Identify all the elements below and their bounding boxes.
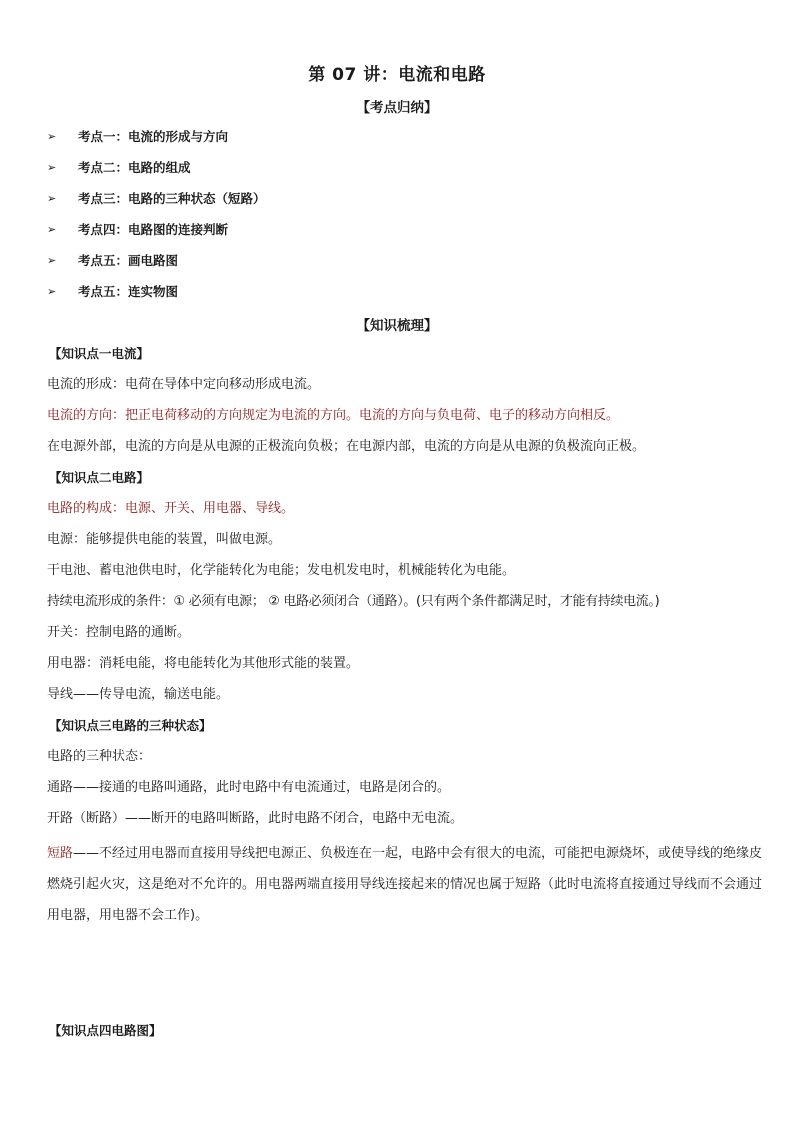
key-point-text: 考点二：电路的组成 bbox=[78, 160, 191, 175]
arrow-bullet-icon: ➢ bbox=[47, 192, 57, 205]
kp1-line-direction: 电流的方向：把正电荷移动的方向规定为电流的方向。电流的方向与负电荷、电子的移动方向相反。 bbox=[47, 408, 620, 423]
kp2-line-switch: 开关：控制电路的通断。 bbox=[47, 625, 191, 640]
list-item bbox=[47, 251, 266, 282]
kp2-line-appliance: 用电器：消耗电能，将电能转化为其他形式能的装置。 bbox=[47, 656, 360, 671]
key-point-text: 考点五：画电路图 bbox=[78, 253, 179, 268]
arrow-bullet-icon: ➢ bbox=[47, 285, 57, 298]
kp1-heading: 【知识点一电流】 bbox=[49, 346, 150, 361]
short-circuit-label: 短路 bbox=[47, 846, 74, 861]
list-item bbox=[47, 127, 266, 158]
key-point-text: 考点四：电路图的连接判断 bbox=[78, 222, 229, 237]
kp2-heading: 【知识点二电路】 bbox=[49, 470, 150, 485]
key-point-text: 考点一：电流的形成与方向 bbox=[78, 129, 229, 144]
kp3-line-open-circuit: 开路（断路）——断开的电路叫断路，此时电路不闭合，电路中无电流。 bbox=[47, 811, 464, 826]
arrow-bullet-icon: ➢ bbox=[47, 130, 57, 143]
kp3-short-circuit-paragraph bbox=[47, 838, 767, 931]
key-point-text: 考点三：电路的三种状态（短路） bbox=[78, 191, 266, 206]
kp1-line-external-internal: 在电源外部，电流的方向是从电源的正极流向负极；在电源内部，电流的方向是从电源的负极流向正极。 bbox=[47, 439, 646, 454]
arrow-bullet-icon: ➢ bbox=[47, 161, 57, 174]
knowledge-body bbox=[47, 342, 767, 1050]
kp2-line-wire: 导线——传导电流，输送电能。 bbox=[47, 687, 230, 702]
arrow-bullet-icon: ➢ bbox=[47, 223, 57, 236]
kp2-line-conditions: 持续电流形成的条件：① 必须有电源； ② 电路必须闭合（通路）。(只有两个条件都满足时，才能有持续电流。) bbox=[47, 594, 660, 609]
kp3-line-closed-circuit: 通路——接通的电路叫通路，此时电路中有电流通过，电路是闭合的。 bbox=[47, 780, 451, 795]
page-title: 第 07 讲：电流和电路 bbox=[308, 65, 486, 85]
kp2-line-composition: 电路的构成：电源、开关、用电器、导线。 bbox=[47, 501, 295, 516]
short-circuit-text: ——不经过用电器而直接用导线把电源正、负极连在一起，电路中会有很大的电流，可能把电源烧坏，或使导线的绝缘皮燃烧引起火灾，这是绝对不允许的。用电器两端直接用导线连接起来的情况也属于短路（此时电流将直接通过导线而不会通过用电器，用电器不会工作)。 bbox=[47, 846, 763, 923]
list-item bbox=[47, 282, 266, 313]
kp2-line-power-source: 电源：能够提供电能的装置，叫做电源。 bbox=[47, 532, 282, 547]
kp4-heading: 【知识点四电路图】 bbox=[49, 1023, 162, 1038]
list-item bbox=[47, 189, 266, 220]
kp3-line-states: 电路的三种状态： bbox=[47, 749, 152, 764]
section-heading-knowledge: 【知识梳理】 bbox=[356, 318, 438, 334]
kp1-line-formation: 电流的形成：电荷在导体中定向移动形成电流。 bbox=[47, 377, 321, 392]
kp2-line-energy-conversion: 干电池、蓄电池供电时，化学能转化为电能；发电机发电时，机械能转化为电能。 bbox=[47, 563, 516, 578]
key-points-list bbox=[47, 127, 266, 313]
section-heading-key-points: 【考点归纳】 bbox=[356, 100, 438, 116]
kp3-heading: 【知识点三电路的三种状态】 bbox=[49, 718, 212, 733]
spacer bbox=[47, 931, 767, 1019]
list-item bbox=[47, 158, 266, 189]
list-item bbox=[47, 220, 266, 251]
key-point-text: 考点五：连实物图 bbox=[78, 284, 179, 299]
arrow-bullet-icon: ➢ bbox=[47, 254, 57, 267]
